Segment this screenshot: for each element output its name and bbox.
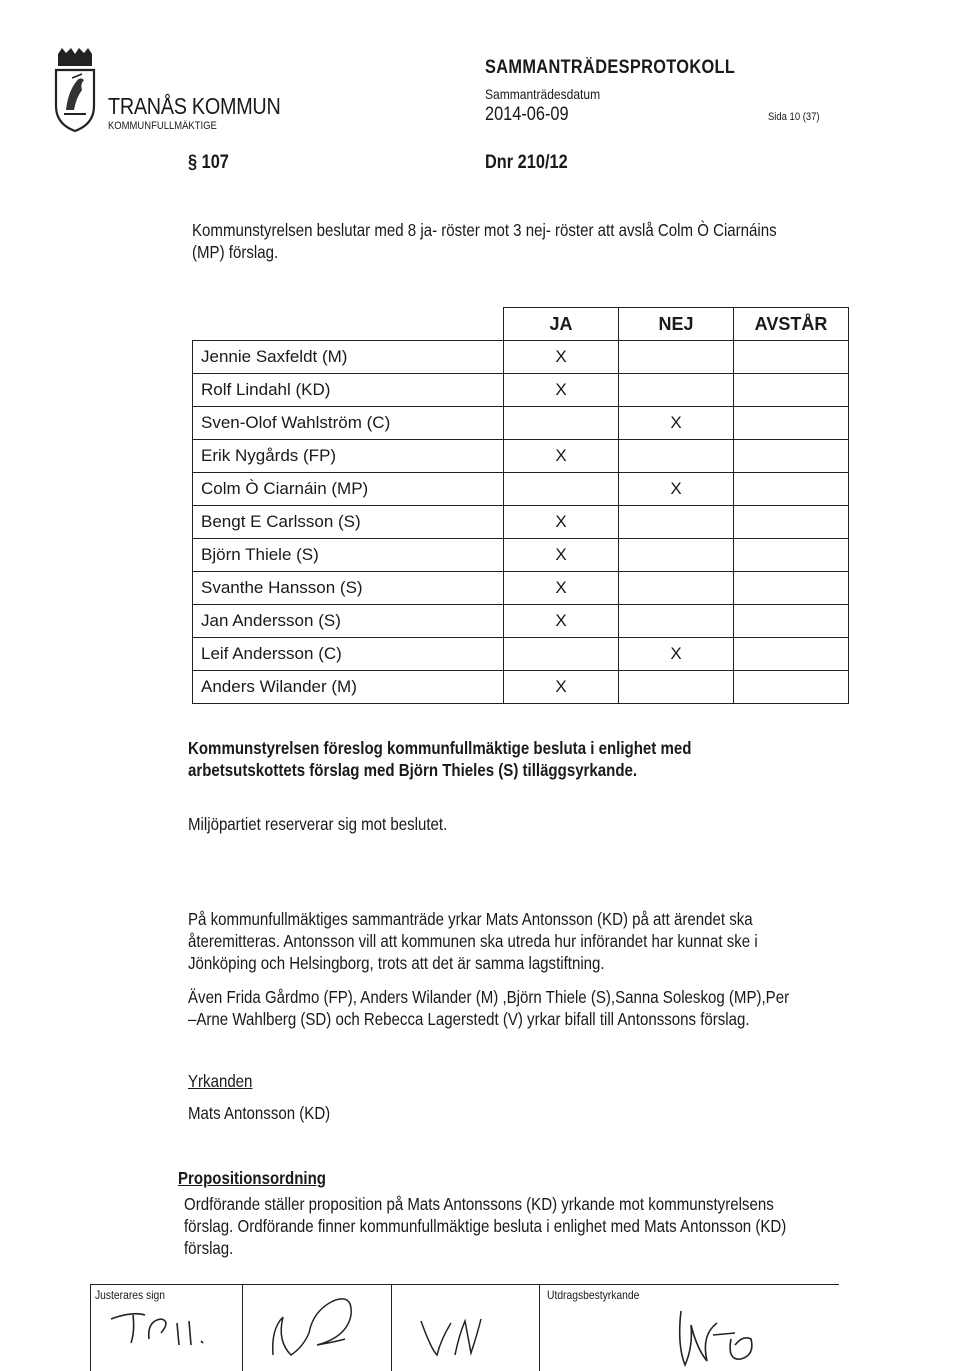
member-name: Bengt E Carlsson (S) bbox=[193, 506, 504, 539]
signature-2 bbox=[253, 1285, 383, 1363]
support-line-1: Även Frida Gårdmo (FP), Anders Wilander (M) ,Björn Thiele (S),Sanna Soleskog (MP),Per bbox=[188, 987, 790, 1007]
paragraph-number: § 107 bbox=[188, 152, 229, 173]
date-label: Sammanträdesdatum bbox=[485, 86, 601, 102]
vote-nej-cell bbox=[619, 374, 734, 407]
member-name: Erik Nygårds (FP) bbox=[193, 440, 504, 473]
vote-ja-cell bbox=[504, 473, 619, 506]
vote-ja-cell bbox=[504, 407, 619, 440]
vote-row bbox=[193, 473, 849, 506]
vote-table-header bbox=[193, 308, 849, 341]
vote-row bbox=[193, 539, 849, 572]
column-avstar: AVSTÅR bbox=[734, 308, 849, 341]
vote-avstar-cell bbox=[734, 539, 849, 572]
propositionsordning-line-2: förslag. Ordförande finner kommunfullmäktige besluta i enlighet med Mats Antonsson (KD) bbox=[184, 1216, 787, 1236]
vote-avstar-cell bbox=[734, 407, 849, 440]
vote-nej-cell bbox=[619, 572, 734, 605]
vote-nej-cell bbox=[619, 539, 734, 572]
vote-nej-cell bbox=[619, 506, 734, 539]
column-ja: JA bbox=[504, 308, 619, 341]
column-nej: NEJ bbox=[619, 308, 734, 341]
vote-row bbox=[193, 671, 849, 704]
vote-nej-cell: X bbox=[619, 638, 734, 671]
proposal-line-2: arbetsutskottets förslag med Björn Thieles (S) tilläggsyrkande. bbox=[188, 760, 638, 780]
decision-line-1: Kommunstyrelsen beslutar med 8 ja- röster mot 3 nej- röster att avslå Colm Ò Ciarnáins bbox=[192, 220, 777, 240]
meeting-line-1: På kommunfullmäktiges sammanträde yrkar Mats Antonsson (KD) på att ärendet ska bbox=[188, 909, 753, 929]
vote-row bbox=[193, 341, 849, 374]
utdragsbestyrkande-label: Utdragsbestyrkande bbox=[547, 1288, 640, 1302]
vote-row bbox=[193, 440, 849, 473]
vote-row bbox=[193, 638, 849, 671]
vote-ja-cell: X bbox=[504, 572, 619, 605]
vote-row bbox=[193, 374, 849, 407]
member-name: Rolf Lindahl (KD) bbox=[193, 374, 504, 407]
vote-ja-cell: X bbox=[504, 671, 619, 704]
vote-nej-cell: X bbox=[619, 473, 734, 506]
yrkanden-text: Mats Antonsson (KD) bbox=[188, 1103, 331, 1123]
decision-line-2: (MP) förslag. bbox=[192, 242, 279, 262]
support-line-2: –Arne Wahlberg (SD) och Rebecca Lagerstedt (V) yrkar bifall till Antonssons förslag. bbox=[188, 1009, 750, 1029]
page-number: Sida 10 (37) bbox=[768, 111, 820, 123]
member-name: Svanthe Hansson (S) bbox=[193, 572, 504, 605]
proposal-line-1: Kommunstyrelsen föreslog kommunfullmäktige besluta i enlighet med bbox=[188, 738, 692, 758]
vote-ja-cell: X bbox=[504, 506, 619, 539]
vote-avstar-cell bbox=[734, 506, 849, 539]
vote-nej-cell bbox=[619, 341, 734, 374]
date-value: 2014-06-09 bbox=[485, 104, 569, 125]
vote-avstar-cell bbox=[734, 605, 849, 638]
member-name: Colm Ò Ciarnáin (MP) bbox=[193, 473, 504, 506]
vote-ja-cell: X bbox=[504, 440, 619, 473]
member-name: Anders Wilander (M) bbox=[193, 671, 504, 704]
meeting-line-2: återemitteras. Antonsson vill att kommunen ska utreda hur införandet har kunnat ske i bbox=[188, 931, 758, 951]
vote-row bbox=[193, 506, 849, 539]
municipality-crest-logo bbox=[52, 48, 98, 132]
justerares-sign-label: Justerares sign bbox=[95, 1288, 165, 1302]
vote-nej-cell bbox=[619, 440, 734, 473]
document-type: SAMMANTRÄDESPROTOKOLL bbox=[485, 57, 736, 78]
vote-ja-cell: X bbox=[504, 539, 619, 572]
signature-divider bbox=[242, 1285, 243, 1371]
header-blank bbox=[193, 308, 504, 341]
signature-3 bbox=[407, 1295, 517, 1365]
signature-divider bbox=[391, 1285, 392, 1371]
organization-subtitle: KOMMUNFULLMÄKTIGE bbox=[108, 120, 217, 132]
vote-avstar-cell bbox=[734, 473, 849, 506]
signature-4 bbox=[651, 1305, 791, 1371]
propositionsordning-line-1: Ordförande ställer proposition på Mats Antonssons (KD) yrkande mot kommunstyrelsens bbox=[184, 1194, 774, 1214]
vote-row bbox=[193, 605, 849, 638]
propositionsordning-heading: Propositionsordning bbox=[178, 1168, 326, 1188]
member-name: Leif Andersson (C) bbox=[193, 638, 504, 671]
vote-avstar-cell bbox=[734, 440, 849, 473]
vote-row bbox=[193, 572, 849, 605]
meeting-line-3: Jönköping och Helsingborg, trots att det är samma lagstiftning. bbox=[188, 953, 605, 973]
vote-ja-cell bbox=[504, 638, 619, 671]
member-name: Jan Andersson (S) bbox=[193, 605, 504, 638]
vote-nej-cell: X bbox=[619, 407, 734, 440]
vote-ja-cell: X bbox=[504, 374, 619, 407]
member-name: Björn Thiele (S) bbox=[193, 539, 504, 572]
vote-avstar-cell bbox=[734, 638, 849, 671]
diary-number: Dnr 210/12 bbox=[485, 152, 568, 173]
reservation-text: Miljöpartiet reserverar sig mot beslutet. bbox=[188, 814, 448, 834]
vote-avstar-cell bbox=[734, 341, 849, 374]
vote-ja-cell: X bbox=[504, 605, 619, 638]
signature-strip bbox=[90, 1284, 839, 1371]
propositionsordning-line-3: förslag. bbox=[184, 1238, 234, 1258]
vote-nej-cell bbox=[619, 605, 734, 638]
vote-avstar-cell bbox=[734, 374, 849, 407]
vote-row bbox=[193, 407, 849, 440]
signature-1 bbox=[105, 1305, 225, 1355]
member-name: Jennie Saxfeldt (M) bbox=[193, 341, 504, 374]
signature-divider bbox=[539, 1285, 540, 1371]
vote-nej-cell bbox=[619, 671, 734, 704]
vote-table bbox=[192, 307, 849, 704]
yrkanden-heading: Yrkanden bbox=[188, 1071, 253, 1091]
organization-name: TRANÅS KOMMUN bbox=[108, 93, 281, 119]
vote-avstar-cell bbox=[734, 572, 849, 605]
member-name: Sven-Olof Wahlström (C) bbox=[193, 407, 504, 440]
vote-ja-cell: X bbox=[504, 341, 619, 374]
vote-avstar-cell bbox=[734, 671, 849, 704]
